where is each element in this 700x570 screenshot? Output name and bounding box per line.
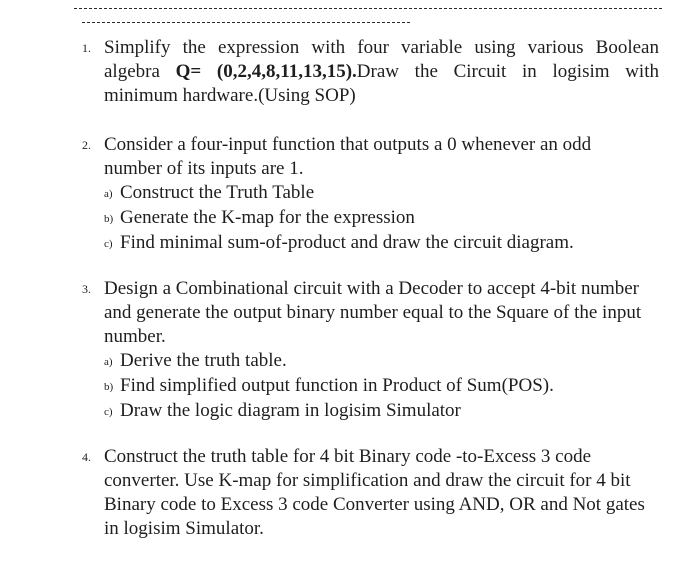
minterm-expression: Q= (0,2,4,8,11,13,15).: [175, 61, 357, 82]
sub-item-text: Find simplified output function in Product of Sum(POS).: [120, 375, 554, 396]
sub-item: [104, 231, 672, 256]
sub-item-label: c): [104, 238, 113, 250]
sub-item-text: Construct the Truth Table: [120, 182, 315, 203]
question-text-part: Simplify the expression with four variable using various Boolean algebra: [104, 37, 659, 82]
sub-item: [104, 374, 672, 399]
sub-item: [104, 349, 672, 374]
question-number: 3.: [82, 282, 91, 296]
sub-item-text: Find minimal sum-of-product and draw the circuit diagram.: [120, 232, 574, 253]
question-text: Consider a four-input function that outputs a 0 whenever an odd number of its inputs are 1.: [104, 134, 592, 179]
question-4: [82, 445, 672, 541]
question-2: [82, 133, 672, 256]
question-text: Construct the truth table for 4 bit Binary code -to-Excess 3 code converter. Use K-map for simplification and draw the circuit for 4 bit Binary code to Excess 3 code Converter using AND, OR and Not gates in logisim Simulator.: [104, 446, 645, 539]
sub-item: [104, 181, 672, 206]
question-text: [104, 36, 659, 108]
question-text-part: Draw the Circuit in logisim with minimum hardware.(Using SOP): [104, 61, 659, 106]
sub-item: [104, 206, 672, 231]
sub-item-label: c): [104, 406, 113, 418]
sub-item-label: b): [104, 213, 114, 225]
sub-item-text: Derive the truth table.: [120, 350, 287, 371]
question-3: [82, 277, 672, 424]
question-number: 2.: [82, 138, 91, 152]
sub-item: [104, 399, 672, 424]
sub-item-label: b): [104, 381, 114, 393]
sub-item-label: a): [104, 356, 113, 368]
sub-item-text: Generate the K-map for the expression: [120, 207, 415, 228]
separator-line-short: [82, 22, 410, 23]
sub-item-text: Draw the logic diagram in logisim Simulator: [120, 400, 461, 421]
question-text: Design a Combinational circuit with a Decoder to accept 4-bit number and generate the output binary number equal to the Square of the input number.: [104, 278, 642, 347]
question-number: 4.: [82, 450, 91, 464]
question-number: 1.: [82, 41, 91, 55]
question-1: [82, 36, 672, 108]
sub-item-label: a): [104, 188, 113, 200]
separator-line-top: [74, 8, 662, 9]
